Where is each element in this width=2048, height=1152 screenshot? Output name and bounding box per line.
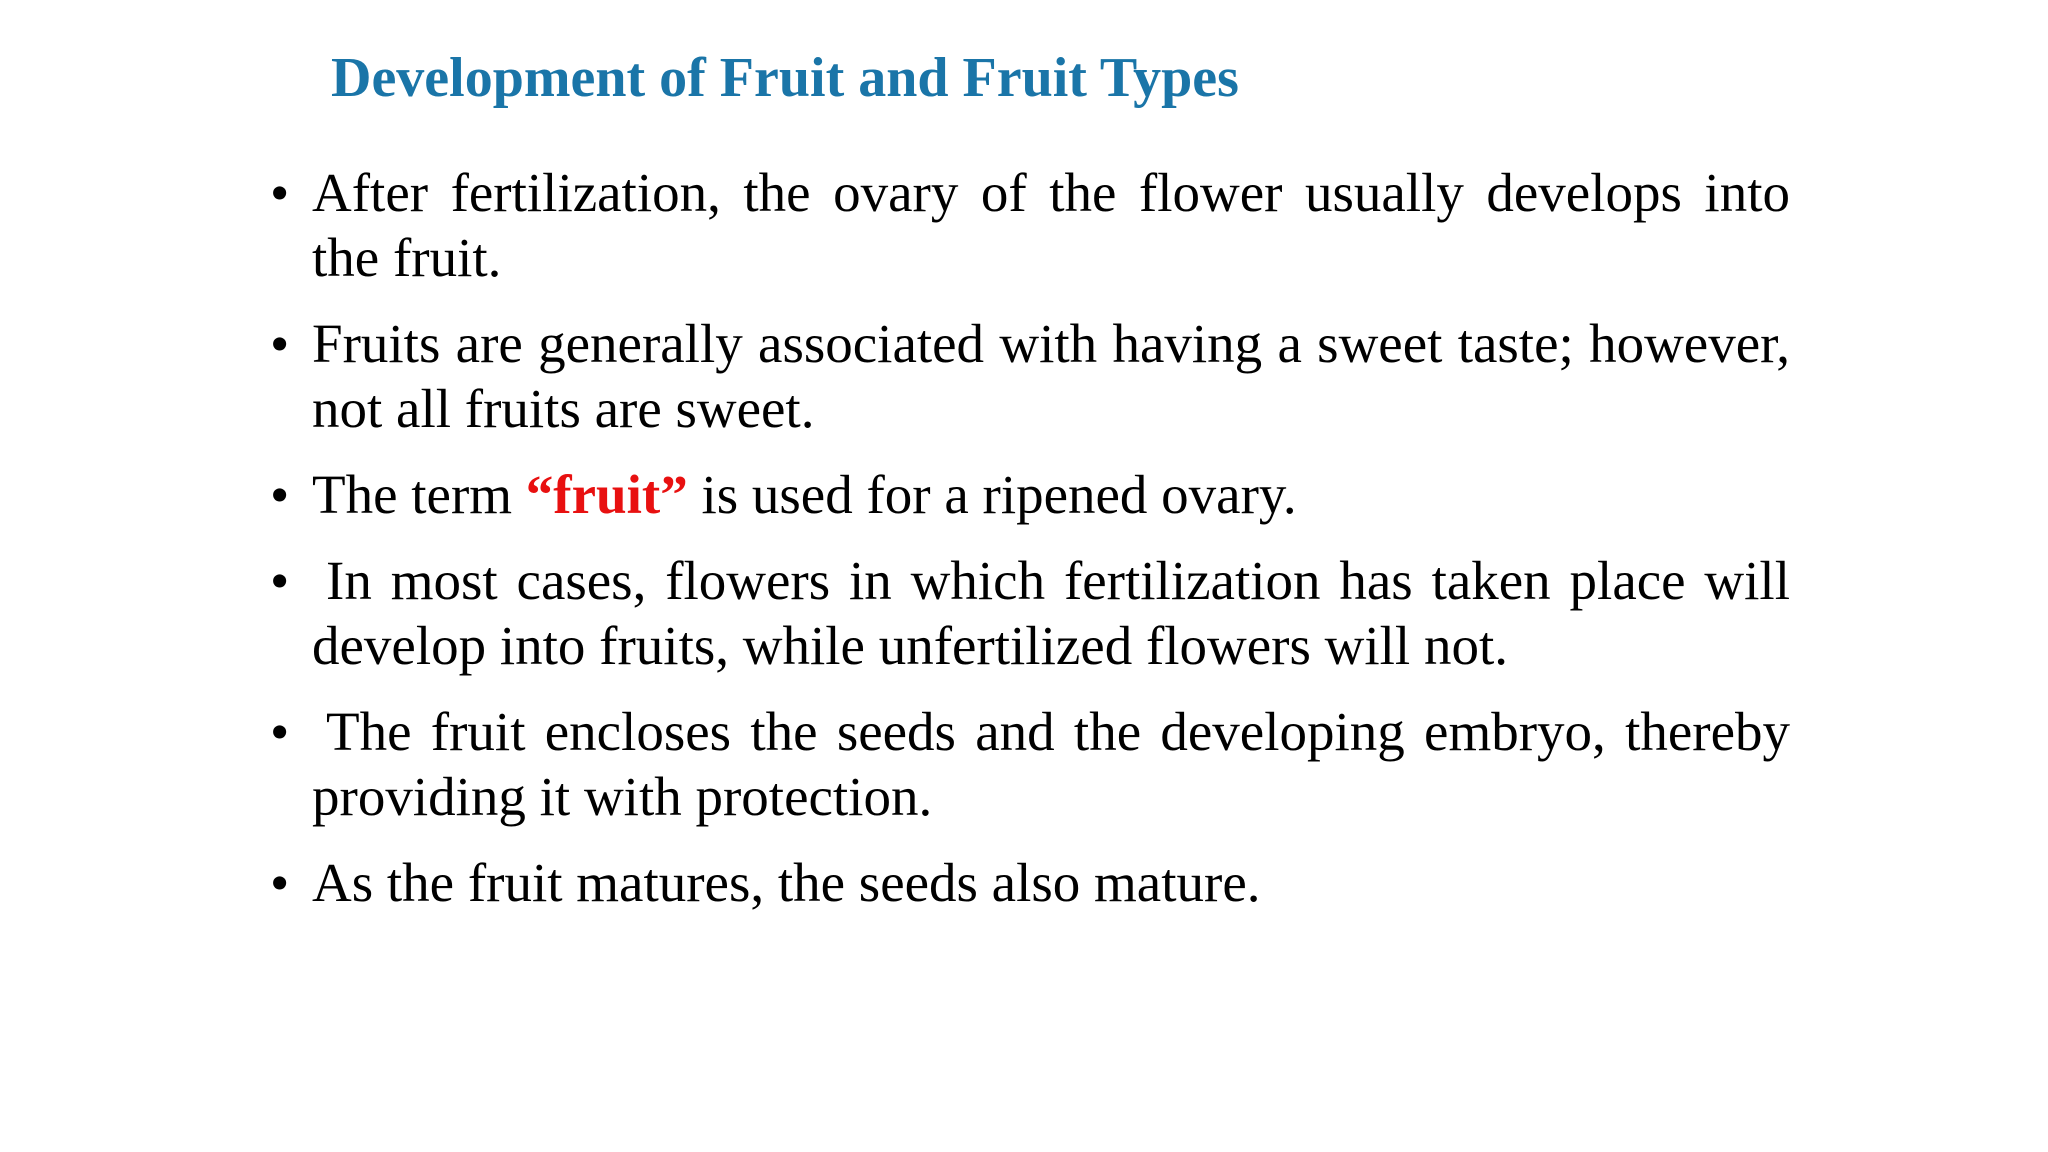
bullet-item xyxy=(270,311,1790,441)
bullet-item xyxy=(270,462,1790,527)
bullet-text xyxy=(312,462,1790,527)
bullet-text: In most cases, flowers in which fertilization has taken place will develop into fruits, while unfertilized flowers will not. xyxy=(312,550,1790,676)
bullet-dot-icon: • xyxy=(270,313,290,374)
fruit-term-highlight: “fruit” xyxy=(525,464,688,525)
bullet-list xyxy=(270,160,1790,936)
bullet-text: Fruits are generally associated with having a sweet taste; however, not all fruits are sweet. xyxy=(312,313,1790,439)
bullet-item xyxy=(270,548,1790,678)
bullet-dot-icon: • xyxy=(270,701,290,762)
bullet-text: The fruit encloses the seeds and the developing embryo, thereby providing it with protection. xyxy=(312,701,1790,827)
bullet-text-before: The term xyxy=(312,464,526,525)
bullet-dot-icon: • xyxy=(270,852,290,913)
bullet-item xyxy=(270,160,1790,290)
bullet-item xyxy=(270,699,1790,829)
bullet-dot-icon: • xyxy=(270,464,290,525)
bullet-dot-icon: • xyxy=(270,162,290,223)
bullet-text: As the fruit matures, the seeds also mature. xyxy=(312,852,1261,913)
bullet-text-after: is used for a ripened ovary. xyxy=(687,464,1297,525)
bullet-item xyxy=(270,850,1790,915)
bullet-text: After fertilization, the ovary of the flower usually develops into the fruit. xyxy=(312,162,1790,288)
bullet-dot-icon: • xyxy=(270,550,290,611)
slide-title: Development of Fruit and Fruit Types xyxy=(331,47,1239,109)
